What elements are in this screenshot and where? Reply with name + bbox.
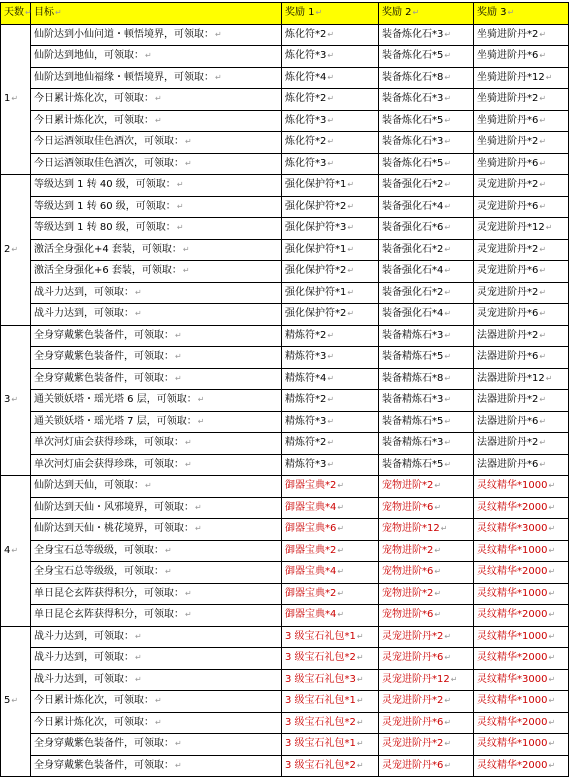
reward3-cell: 灵宠进阶丹*6↵ bbox=[474, 304, 569, 326]
reward2-cell: 灵宠进阶丹*6↵ bbox=[379, 648, 474, 670]
target-cell: 今日累计炼化次，可领取：↵ bbox=[31, 691, 282, 713]
day-cell: 3↵ bbox=[1, 325, 31, 476]
reward1-cell: 3 级宝石礼包*2↵ bbox=[282, 648, 379, 670]
reward3-cell: 坐骑进阶丹*2↵ bbox=[474, 24, 569, 46]
reward3-cell: 灵纹精华*2000↵ bbox=[474, 562, 569, 584]
target-cell: 等级达到 1 转 60 级，可领取：↵ bbox=[31, 196, 282, 218]
reward3-cell: 灵宠进阶丹*2↵ bbox=[474, 239, 569, 261]
reward3-cell: 坐骑进阶丹*6↵ bbox=[474, 110, 569, 132]
reward3-cell: 法器进阶丹*6↵ bbox=[474, 347, 569, 369]
reward2-cell: 宠物进阶*6↵ bbox=[379, 497, 474, 519]
reward2-cell: 装备精炼石*5↵ bbox=[379, 347, 474, 369]
reward1-cell: 精炼符*4↵ bbox=[282, 368, 379, 390]
reward1-cell: 炼化符*4↵ bbox=[282, 67, 379, 89]
reward1-cell: 炼化符*3↵ bbox=[282, 46, 379, 68]
table-row bbox=[1, 67, 569, 89]
table-row bbox=[1, 89, 569, 111]
reward1-cell: 精炼符*2↵ bbox=[282, 390, 379, 412]
reward2-cell: 装备炼化石*5↵ bbox=[379, 110, 474, 132]
target-cell: 通关锁妖塔・瑶光塔 7 层，可领取：↵ bbox=[31, 411, 282, 433]
table-row bbox=[1, 196, 569, 218]
target-cell: 战斗力达到，可领取：↵ bbox=[31, 669, 282, 691]
reward2-cell: 装备炼化石*3↵ bbox=[379, 132, 474, 154]
target-cell: 全身穿戴紫色装备件，可领取：↵ bbox=[31, 734, 282, 756]
reward3-cell: 法器进阶丹*2↵ bbox=[474, 325, 569, 347]
reward1-cell: 御器宝典*6↵ bbox=[282, 519, 379, 541]
day-cell: 2↵ bbox=[1, 175, 31, 326]
table-row bbox=[1, 734, 569, 756]
reward1-cell: 御器宝典*2↵ bbox=[282, 540, 379, 562]
target-cell: 激活全身强化+4 套装，可领取：↵ bbox=[31, 239, 282, 261]
reward1-cell: 3 级宝石礼包*3↵ bbox=[282, 669, 379, 691]
day-cell: 5↵ bbox=[1, 626, 31, 777]
table-row bbox=[1, 583, 569, 605]
table-row bbox=[1, 648, 569, 670]
reward3-cell: 灵宠进阶丹*2↵ bbox=[474, 282, 569, 304]
reward2-cell: 装备炼化石*5↵ bbox=[379, 46, 474, 68]
target-cell: 今日累计炼化次，可领取：↵ bbox=[31, 712, 282, 734]
reward2-cell: 装备强化石*2↵ bbox=[379, 282, 474, 304]
table-row bbox=[1, 325, 569, 347]
reward2-cell: 装备炼化石*3↵ bbox=[379, 24, 474, 46]
target-cell: 今日累计炼化次，可领取：↵ bbox=[31, 110, 282, 132]
reward1-cell: 3 级宝石礼包*1↵ bbox=[282, 626, 379, 648]
table-body bbox=[1, 24, 569, 777]
table-row bbox=[1, 411, 569, 433]
reward2-cell: 装备精炼石*5↵ bbox=[379, 411, 474, 433]
reward3-cell: 灵宠进阶丹*6↵ bbox=[474, 196, 569, 218]
reward1-cell: 精炼符*3↵ bbox=[282, 347, 379, 369]
reward2-cell: 灵宠进阶丹*12↵ bbox=[379, 669, 474, 691]
reward2-cell: 灵宠进阶丹*2↵ bbox=[379, 691, 474, 713]
table-row bbox=[1, 218, 569, 240]
reward3-cell: 灵宠进阶丹*6↵ bbox=[474, 261, 569, 283]
reward3-cell: 坐骑进阶丹*2↵ bbox=[474, 132, 569, 154]
reward1-cell: 强化保护符*1↵ bbox=[282, 282, 379, 304]
table-row bbox=[1, 755, 569, 777]
target-cell: 通关锁妖塔・瑶光塔 6 层，可领取：↵ bbox=[31, 390, 282, 412]
table-row bbox=[1, 540, 569, 562]
table-row bbox=[1, 562, 569, 584]
reward2-cell: 装备精炼石*3↵ bbox=[379, 390, 474, 412]
reward3-cell: 法器进阶丹*12↵ bbox=[474, 368, 569, 390]
target-cell: 今日运酒领取佳色酒次，可领取：↵ bbox=[31, 153, 282, 175]
reward3-cell: 法器进阶丹*6↵ bbox=[474, 454, 569, 476]
target-cell: 等级达到 1 转 80 级，可领取：↵ bbox=[31, 218, 282, 240]
table-row bbox=[1, 519, 569, 541]
reward2-cell: 宠物进阶*6↵ bbox=[379, 605, 474, 627]
target-cell: 战斗力达到，可领取：↵ bbox=[31, 626, 282, 648]
table-row bbox=[1, 347, 569, 369]
table-row bbox=[1, 454, 569, 476]
table-row bbox=[1, 153, 569, 175]
target-cell: 战斗力达到，可领取：↵ bbox=[31, 304, 282, 326]
day-cell: 4↵ bbox=[1, 476, 31, 627]
reward2-cell: 装备强化石*4↵ bbox=[379, 196, 474, 218]
header-reward3: 奖励 3↵ bbox=[474, 3, 569, 25]
reward3-cell: 灵纹精华*3000↵ bbox=[474, 519, 569, 541]
table-row bbox=[1, 239, 569, 261]
reward3-cell: 灵纹精华*1000↵ bbox=[474, 540, 569, 562]
reward1-cell: 强化保护符*1↵ bbox=[282, 239, 379, 261]
rewards-table bbox=[0, 2, 569, 777]
header-target: 目标↵ bbox=[31, 3, 282, 25]
target-cell: 单次河灯庙会获得珍珠，可领取：↵ bbox=[31, 454, 282, 476]
target-cell: 单次河灯庙会获得珍珠，可领取：↵ bbox=[31, 433, 282, 455]
reward1-cell: 3 级宝石礼包*2↵ bbox=[282, 712, 379, 734]
table-row bbox=[1, 282, 569, 304]
target-cell: 等级达到 1 转 40 级，可领取：↵ bbox=[31, 175, 282, 197]
table-row bbox=[1, 605, 569, 627]
reward2-cell: 宠物进阶*2↵ bbox=[379, 476, 474, 498]
target-cell: 仙阶达到天仙，可领取：↵ bbox=[31, 476, 282, 498]
target-cell: 今日累计炼化次，可领取：↵ bbox=[31, 89, 282, 111]
reward3-cell: 法器进阶丹*2↵ bbox=[474, 433, 569, 455]
reward2-cell: 装备强化石*4↵ bbox=[379, 261, 474, 283]
target-cell: 仙阶达到天仙・桃花境界，可领取：↵ bbox=[31, 519, 282, 541]
reward1-cell: 御器宝典*4↵ bbox=[282, 562, 379, 584]
target-cell: 全身穿戴紫色装备件，可领取：↵ bbox=[31, 755, 282, 777]
target-cell: 全身宝石总等级级，可领取：↵ bbox=[31, 540, 282, 562]
reward2-cell: 装备精炼石*3↵ bbox=[379, 433, 474, 455]
reward2-cell: 灵宠进阶丹*2↵ bbox=[379, 626, 474, 648]
header-day: 天数↵ bbox=[1, 3, 31, 25]
table-row bbox=[1, 110, 569, 132]
reward2-cell: 装备强化石*2↵ bbox=[379, 175, 474, 197]
reward2-cell: 装备精炼石*5↵ bbox=[379, 454, 474, 476]
reward2-cell: 宠物进阶*2↵ bbox=[379, 583, 474, 605]
reward2-cell: 装备强化石*4↵ bbox=[379, 304, 474, 326]
table-row bbox=[1, 712, 569, 734]
reward3-cell: 坐骑进阶丹*12↵ bbox=[474, 67, 569, 89]
target-cell: 单日昆仑玄阵获得积分，可领取：↵ bbox=[31, 605, 282, 627]
reward3-cell: 灵纹精华*3000↵ bbox=[474, 669, 569, 691]
target-cell: 全身穿戴紫色装备件，可领取：↵ bbox=[31, 347, 282, 369]
reward1-cell: 精炼符*3↵ bbox=[282, 411, 379, 433]
reward2-cell: 灵宠进阶丹*2↵ bbox=[379, 734, 474, 756]
target-cell: 仙阶达到天仙・风邪境界，可领取：↵ bbox=[31, 497, 282, 519]
reward3-cell: 灵纹精华*2000↵ bbox=[474, 712, 569, 734]
reward2-cell: 装备炼化石*3↵ bbox=[379, 89, 474, 111]
table-row bbox=[1, 304, 569, 326]
reward1-cell: 精炼符*2↵ bbox=[282, 325, 379, 347]
table-row bbox=[1, 691, 569, 713]
reward1-cell: 3 级宝石礼包*1↵ bbox=[282, 691, 379, 713]
target-cell: 全身穿戴紫色装备件，可领取：↵ bbox=[31, 325, 282, 347]
reward2-cell: 装备精炼石*8↵ bbox=[379, 368, 474, 390]
reward2-cell: 灵宠进阶丹*6↵ bbox=[379, 712, 474, 734]
reward3-cell: 灵纹精华*1000↵ bbox=[474, 476, 569, 498]
target-cell: 全身穿戴紫色装备件，可领取：↵ bbox=[31, 368, 282, 390]
reward3-cell: 法器进阶丹*6↵ bbox=[474, 411, 569, 433]
reward1-cell: 御器宝典*4↵ bbox=[282, 605, 379, 627]
table-row bbox=[1, 626, 569, 648]
table-row bbox=[1, 669, 569, 691]
reward3-cell: 灵宠进阶丹*12↵ bbox=[474, 218, 569, 240]
table-row bbox=[1, 175, 569, 197]
table-row bbox=[1, 46, 569, 68]
reward3-cell: 灵宠进阶丹*2↵ bbox=[474, 175, 569, 197]
reward2-cell: 宠物进阶*12↵ bbox=[379, 519, 474, 541]
target-cell: 激活全身强化+6 套装，可领取：↵ bbox=[31, 261, 282, 283]
reward1-cell: 强化保护符*2↵ bbox=[282, 261, 379, 283]
reward1-cell: 炼化符*2↵ bbox=[282, 89, 379, 111]
reward1-cell: 3 级宝石礼包*2↵ bbox=[282, 755, 379, 777]
reward3-cell: 灵纹精华*2000↵ bbox=[474, 648, 569, 670]
table-row bbox=[1, 368, 569, 390]
header-reward1: 奖励 1↵ bbox=[282, 3, 379, 25]
reward3-cell: 灵纹精华*1000↵ bbox=[474, 626, 569, 648]
reward3-cell: 坐骑进阶丹*2↵ bbox=[474, 89, 569, 111]
reward3-cell: 坐骑进阶丹*6↵ bbox=[474, 153, 569, 175]
header-row bbox=[1, 3, 569, 25]
reward1-cell: 强化保护符*1↵ bbox=[282, 175, 379, 197]
reward1-cell: 御器宝典*4↵ bbox=[282, 497, 379, 519]
reward1-cell: 御器宝典*2↵ bbox=[282, 583, 379, 605]
header-reward2: 奖励 2↵ bbox=[379, 3, 474, 25]
target-cell: 全身宝石总等级级，可领取：↵ bbox=[31, 562, 282, 584]
reward2-cell: 宠物进阶*6↵ bbox=[379, 562, 474, 584]
reward2-cell: 灵宠进阶丹*6↵ bbox=[379, 755, 474, 777]
reward3-cell: 灵纹精华*2000↵ bbox=[474, 755, 569, 777]
reward2-cell: 装备强化石*2↵ bbox=[379, 239, 474, 261]
reward1-cell: 3 级宝石礼包*1↵ bbox=[282, 734, 379, 756]
table-row bbox=[1, 390, 569, 412]
target-cell: 单日昆仑玄阵获得积分，可领取：↵ bbox=[31, 583, 282, 605]
reward1-cell: 精炼符*2↵ bbox=[282, 433, 379, 455]
target-cell: 仙阶达到小仙问道・顿悟境界，可领取：↵ bbox=[31, 24, 282, 46]
reward1-cell: 御器宝典*2↵ bbox=[282, 476, 379, 498]
reward1-cell: 强化保护符*3↵ bbox=[282, 218, 379, 240]
target-cell: 仙阶达到地仙福缘・顿悟境界，可领取：↵ bbox=[31, 67, 282, 89]
table-row bbox=[1, 261, 569, 283]
reward1-cell: 强化保护符*2↵ bbox=[282, 304, 379, 326]
day-cell: 1↵ bbox=[1, 24, 31, 175]
table-row bbox=[1, 433, 569, 455]
reward3-cell: 灵纹精华*2000↵ bbox=[474, 605, 569, 627]
reward3-cell: 灵纹精华*1000↵ bbox=[474, 583, 569, 605]
reward1-cell: 炼化符*3↵ bbox=[282, 110, 379, 132]
table-row bbox=[1, 24, 569, 46]
reward2-cell: 装备强化石*6↵ bbox=[379, 218, 474, 240]
reward2-cell: 宠物进阶*2↵ bbox=[379, 540, 474, 562]
target-cell: 战斗力达到，可领取：↵ bbox=[31, 282, 282, 304]
target-cell: 仙阶达到地仙，可领取：↵ bbox=[31, 46, 282, 68]
reward1-cell: 炼化符*2↵ bbox=[282, 24, 379, 46]
reward1-cell: 精炼符*3↵ bbox=[282, 454, 379, 476]
reward3-cell: 坐骑进阶丹*6↵ bbox=[474, 46, 569, 68]
reward2-cell: 装备精炼石*3↵ bbox=[379, 325, 474, 347]
reward1-cell: 炼化符*2↵ bbox=[282, 132, 379, 154]
reward2-cell: 装备炼化石*8↵ bbox=[379, 67, 474, 89]
table-row bbox=[1, 132, 569, 154]
reward3-cell: 灵纹精华*2000↵ bbox=[474, 497, 569, 519]
target-cell: 战斗力达到，可领取：↵ bbox=[31, 648, 282, 670]
target-cell: 今日运酒领取佳色酒次，可领取：↵ bbox=[31, 132, 282, 154]
reward3-cell: 灵纹精华*1000↵ bbox=[474, 691, 569, 713]
reward2-cell: 装备炼化石*5↵ bbox=[379, 153, 474, 175]
reward1-cell: 炼化符*3↵ bbox=[282, 153, 379, 175]
table-row bbox=[1, 476, 569, 498]
reward3-cell: 法器进阶丹*2↵ bbox=[474, 390, 569, 412]
table-row bbox=[1, 497, 569, 519]
reward1-cell: 强化保护符*2↵ bbox=[282, 196, 379, 218]
reward3-cell: 灵纹精华*1000↵ bbox=[474, 734, 569, 756]
